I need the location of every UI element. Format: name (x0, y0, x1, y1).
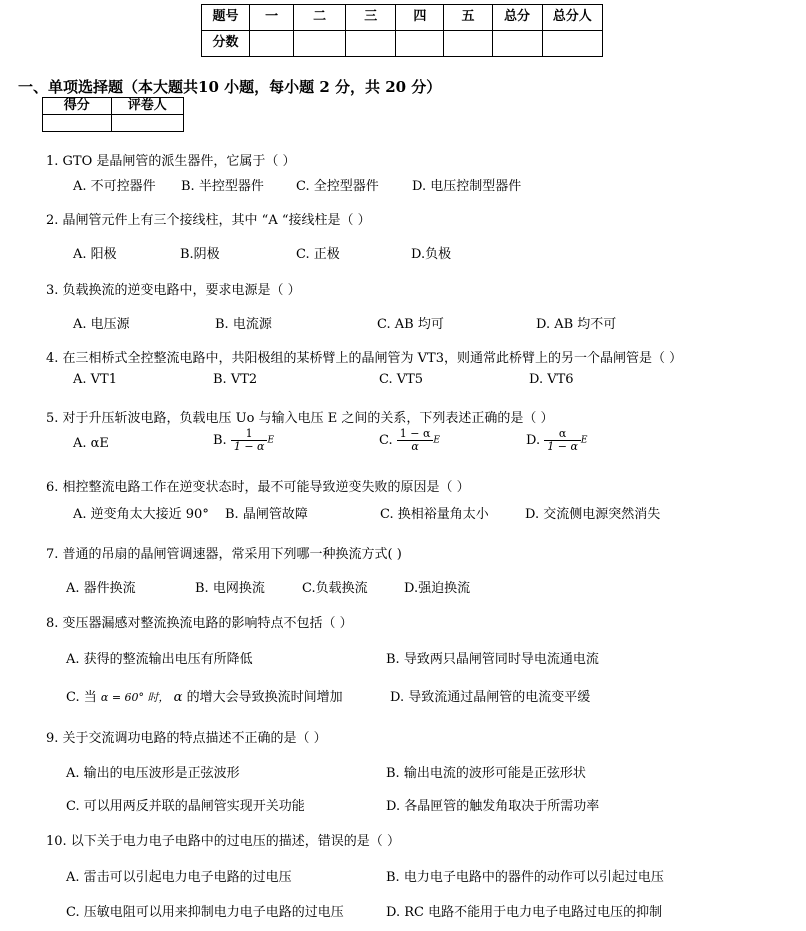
fraction-e: E (433, 435, 440, 446)
fraction-denominator: α (397, 440, 434, 453)
fraction-denominator: 1 − α (231, 440, 268, 453)
q10-option-b[interactable]: B. 电力电子电路中的器件的动作可以引起过电压 (386, 870, 664, 885)
question-2: 2. 晶闸管元件上有三个接线柱，其中 “A “接线柱是（ ） (46, 213, 371, 228)
score-table-header-cell: 一 (250, 5, 294, 31)
q5-option-b[interactable] (213, 428, 274, 453)
q5-option-a[interactable]: A. αE (73, 436, 109, 451)
q5-option-c-label: C. (379, 433, 393, 448)
q2-option-b[interactable]: B.阴极 (180, 247, 220, 262)
score-table-header-cell: 五 (444, 5, 492, 31)
q4-option-a[interactable]: A. VT1 (73, 372, 117, 387)
question-6: 6. 相控整流电路工作在逆变状态时，最不可能导致逆变失败的原因是（ ） (46, 480, 470, 495)
score-table-header-cell: 题号 (202, 5, 250, 31)
score-table-header-cell: 总分人 (542, 5, 602, 31)
q5-option-b-fraction (231, 428, 268, 453)
score-table-header-cell: 总分 (492, 5, 542, 31)
q6-option-c[interactable]: C. 换相裕量角太小 (380, 507, 489, 522)
q3-option-c[interactable]: C. AB 均可 (377, 317, 444, 332)
score-table-header-cell: 二 (294, 5, 346, 31)
fraction-numerator: 1 (245, 427, 253, 440)
alpha-symbol: α (173, 690, 183, 705)
question-9: 9. 关于交流调功电路的特点描述不正确的是（ ） (46, 731, 327, 746)
q8-alpha-equation: α = 60° 时， (100, 691, 170, 704)
q10-option-d[interactable]: D. RC 电路不能用于电力电子电路过电压的抑制 (386, 905, 663, 920)
section-title: 一、单项选择题（本大题共10 小题，每小题 2 分，共 20 分） (18, 78, 442, 96)
score-table-header-cell: 四 (396, 5, 444, 31)
grader-table (42, 97, 184, 132)
grader-name-cell[interactable] (111, 115, 183, 132)
q8-option-a[interactable]: A. 获得的整流输出电压有所降低 (66, 652, 253, 667)
score-row-label: 分数 (202, 31, 250, 57)
score-cell[interactable] (250, 31, 294, 57)
q4-option-c[interactable]: C. VT5 (379, 372, 424, 387)
question-5: 5. 对于升压斩波电路，负载电压 Uo 与输入电压 E 之间的关系，下列表述正确的是（ ） (46, 411, 554, 426)
fraction-e: E (267, 435, 275, 446)
q4-option-d[interactable]: D. VT6 (529, 372, 574, 387)
q10-option-a[interactable]: A. 雷击可以引起电力电子电路的过电压 (66, 870, 292, 885)
q3-option-b[interactable]: B. 电流源 (215, 317, 272, 332)
q5-option-d-fraction (544, 428, 581, 453)
q8-option-c-text: 的增大会导致换流时间增加 (186, 690, 343, 705)
q9-option-c[interactable]: C. 可以用两反并联的晶闸管实现开关功能 (66, 799, 305, 814)
q6-option-d[interactable]: D. 交流侧电源突然消失 (525, 507, 661, 522)
grader-score-cell[interactable] (43, 115, 112, 132)
q7-option-d[interactable]: D.强迫换流 (404, 581, 471, 596)
q6-option-b[interactable]: B. 晶闸管故障 (225, 507, 308, 522)
q2-option-a[interactable]: A. 阳极 (73, 247, 117, 262)
score-cell[interactable] (346, 31, 396, 57)
q3-option-d[interactable]: D. AB 均不可 (536, 317, 617, 332)
q1-option-b[interactable]: B. 半控型器件 (181, 179, 264, 194)
q5-option-b-label: B. (213, 433, 227, 448)
q3-option-a[interactable]: A. 电压源 (73, 317, 130, 332)
score-cell[interactable] (294, 31, 346, 57)
q5-option-c-fraction (397, 428, 434, 453)
q8-option-b[interactable]: B. 导致两只晶闸管同时导电流通电流 (386, 652, 599, 667)
question-1: 1. GTO 是晶闸管的派生器件，它属于（ ） (46, 154, 296, 169)
fraction-denominator: 1 − α (544, 440, 581, 453)
score-cell[interactable] (396, 31, 444, 57)
q2-option-d[interactable]: D.负极 (411, 247, 452, 262)
q1-option-c[interactable]: C. 全控型器件 (296, 179, 379, 194)
fraction-numerator: α (558, 427, 567, 440)
question-4: 4. 在三相桥式全控整流电路中，共阳极组的某桥臂上的晶闸管为 VT3，则通常此桥臂上的另一个晶闸管是（ ） (46, 351, 683, 366)
q9-option-d[interactable]: D. 各晶匣管的触发角取决于所需功率 (386, 799, 600, 814)
grader-name-label: 评卷人 (111, 98, 183, 115)
q7-option-b[interactable]: B. 电网换流 (195, 581, 265, 596)
score-table-header-cell: 三 (346, 5, 396, 31)
q9-option-a[interactable]: A. 输出的电压波形是正弦波形 (66, 766, 240, 781)
q5-option-d-label: D. (526, 433, 541, 448)
q1-option-a[interactable]: A. 不可控器件 (73, 179, 156, 194)
q7-option-c[interactable]: C.负载换流 (302, 581, 368, 596)
question-8: 8. 变压器漏感对整流换流电路的影响特点不包括（ ） (46, 616, 353, 631)
fraction-numerator: 1 − α (399, 427, 431, 440)
grader-score-label: 得分 (43, 98, 112, 115)
question-10: 10. 以下关于电力电子电路中的过电压的描述，错误的是（ ） (46, 834, 400, 849)
score-cell[interactable] (444, 31, 492, 57)
q4-option-b[interactable]: B. VT2 (213, 372, 258, 387)
q8-option-d[interactable]: D. 导致流通过晶闸管的电流变平缓 (390, 690, 591, 705)
score-cell[interactable] (542, 31, 602, 57)
question-3: 3. 负载换流的逆变电路中，要求电源是（ ） (46, 283, 301, 298)
score-table (201, 4, 603, 57)
q10-option-c[interactable]: C. 压敏电阻可以用来抑制电力电子电路的过电压 (66, 905, 344, 920)
q7-option-a[interactable]: A. 器件换流 (66, 581, 136, 596)
score-cell[interactable] (492, 31, 542, 57)
q5-option-d[interactable] (526, 428, 587, 453)
q8-option-c[interactable] (66, 686, 343, 705)
q6-option-a[interactable]: A. 逆变角太大接近 90° (73, 507, 209, 522)
q9-option-b[interactable]: B. 输出电流的波形可能是正弦形状 (386, 766, 586, 781)
q2-option-c[interactable]: C. 正极 (296, 247, 340, 262)
q8-option-c-label: C. 当 (66, 690, 97, 705)
fraction-e: E (580, 435, 588, 446)
question-7: 7. 普通的吊扇的晶闸管调速器，常采用下列哪一种换流方式( ) (46, 547, 402, 562)
q1-option-d[interactable]: D. 电压控制型器件 (412, 179, 522, 194)
q5-option-c[interactable] (379, 428, 440, 453)
